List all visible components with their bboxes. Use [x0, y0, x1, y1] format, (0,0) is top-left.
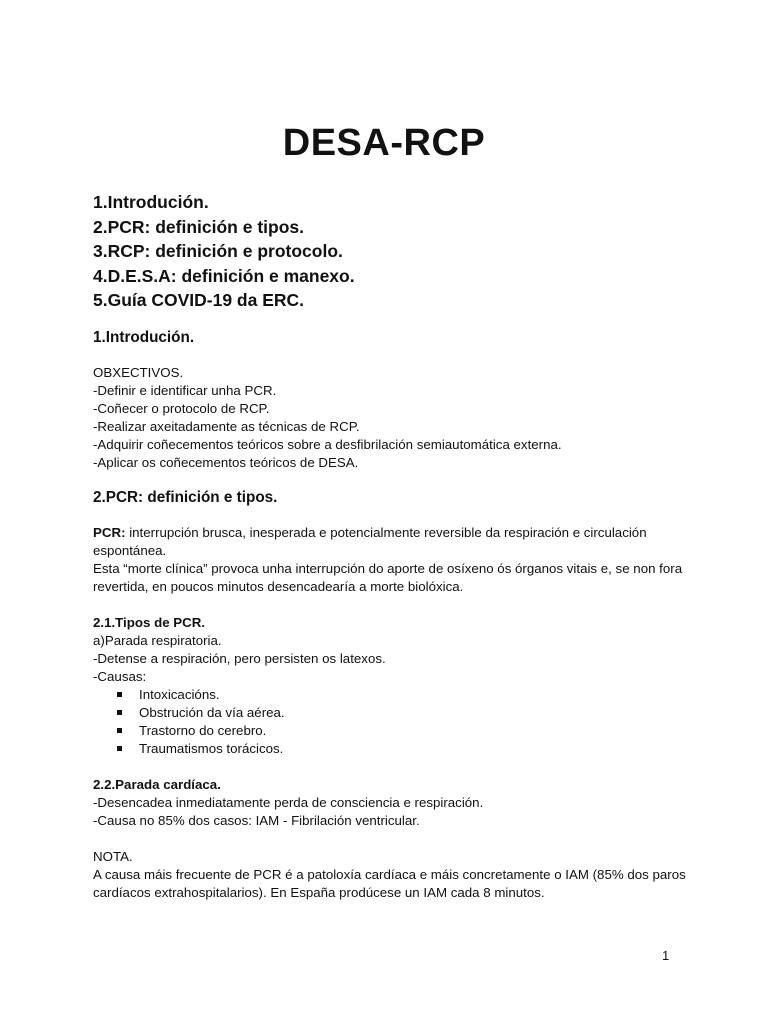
bullet-icon — [117, 710, 122, 715]
table-of-contents — [93, 190, 355, 313]
objective-item: -Adquirir coñecementos teóricos sobre a desfibrilación semiautomática externa. — [93, 437, 562, 452]
bullet-icon — [117, 692, 122, 697]
toc-item: 5.Guía COVID-19 da ERC. — [93, 290, 305, 310]
pcr-definition-term: PCR: — [93, 525, 126, 540]
subsection-heading-types: 2.1.Tipos de PCR. — [93, 615, 206, 630]
pcr-explanation: Esta “morte clínica” provoca unha interrupción do aporte de osíxeno ós órganos vitais e, se non fora revertida, en poucos minutos desencadearía a morte biolóxica. — [93, 561, 683, 594]
toc-item: 3.RCP: definición e protocolo. — [93, 241, 343, 261]
toc-item: 1.Introdución. — [93, 192, 209, 212]
subsection-heading-cardiac: 2.2.Parada cardíaca. — [93, 777, 221, 792]
document-title: DESA-RCP — [282, 122, 486, 164]
objectives-label: OBXECTIVOS. — [93, 365, 184, 380]
objective-item: -Definir e identificar unha PCR. — [93, 383, 277, 398]
cause-item: Obstrución da vía aérea. — [117, 704, 693, 722]
objective-item: -Coñecer o protocolo de RCP. — [93, 401, 270, 416]
causes-label: -Causas: — [93, 669, 147, 684]
note-text: A causa máis frecuente de PCR é a patoloxía cardíaca e máis concretamente o IAM (85% dos paros cardíacos extrahospitalarios). En España prodúcese un IAM cada 8 minutos. — [93, 867, 686, 900]
toc-item: 2.PCR: definición e tipos. — [93, 216, 304, 237]
cardiac-line: -Causa no 85% dos casos: IAM - Fibrilación ventricular. — [93, 813, 420, 828]
respiratory-arrest-label: a)Parada respiratoria. — [93, 633, 222, 648]
objective-item: -Aplicar os coñecementos teóricos de DESA. — [93, 455, 359, 470]
section-heading-intro: 1.Introdución. — [93, 329, 195, 346]
section-heading-pcr: 2.PCR: definición e tipos. — [93, 489, 278, 506]
bullet-icon — [117, 728, 122, 733]
cause-item: Intoxicacións. — [117, 686, 693, 704]
bullet-icon — [117, 746, 122, 751]
pcr-definition — [93, 524, 693, 560]
causes-list — [93, 686, 693, 758]
pcr-definition-text: interrupción brusca, inesperada e potencialmente reversible da respiración e circulación espontánea. — [93, 525, 647, 558]
toc-item: 4.D.E.S.A: definición e manexo. — [93, 265, 355, 286]
respiratory-arrest-line: -Detense a respiración, pero persisten os latexos. — [93, 651, 386, 666]
document-body — [93, 328, 693, 902]
cause-item: Traumatismos torácicos. — [117, 740, 693, 758]
page-number: 1 — [662, 948, 670, 963]
cause-item: Trastorno do cerebro. — [117, 722, 693, 740]
note-label: NOTA. — [93, 849, 133, 864]
objective-item: -Realizar axeitadamente as técnicas de RCP. — [93, 419, 360, 434]
cardiac-line: -Desencadea inmediatamente perda de consciencia e respiración. — [93, 795, 484, 810]
